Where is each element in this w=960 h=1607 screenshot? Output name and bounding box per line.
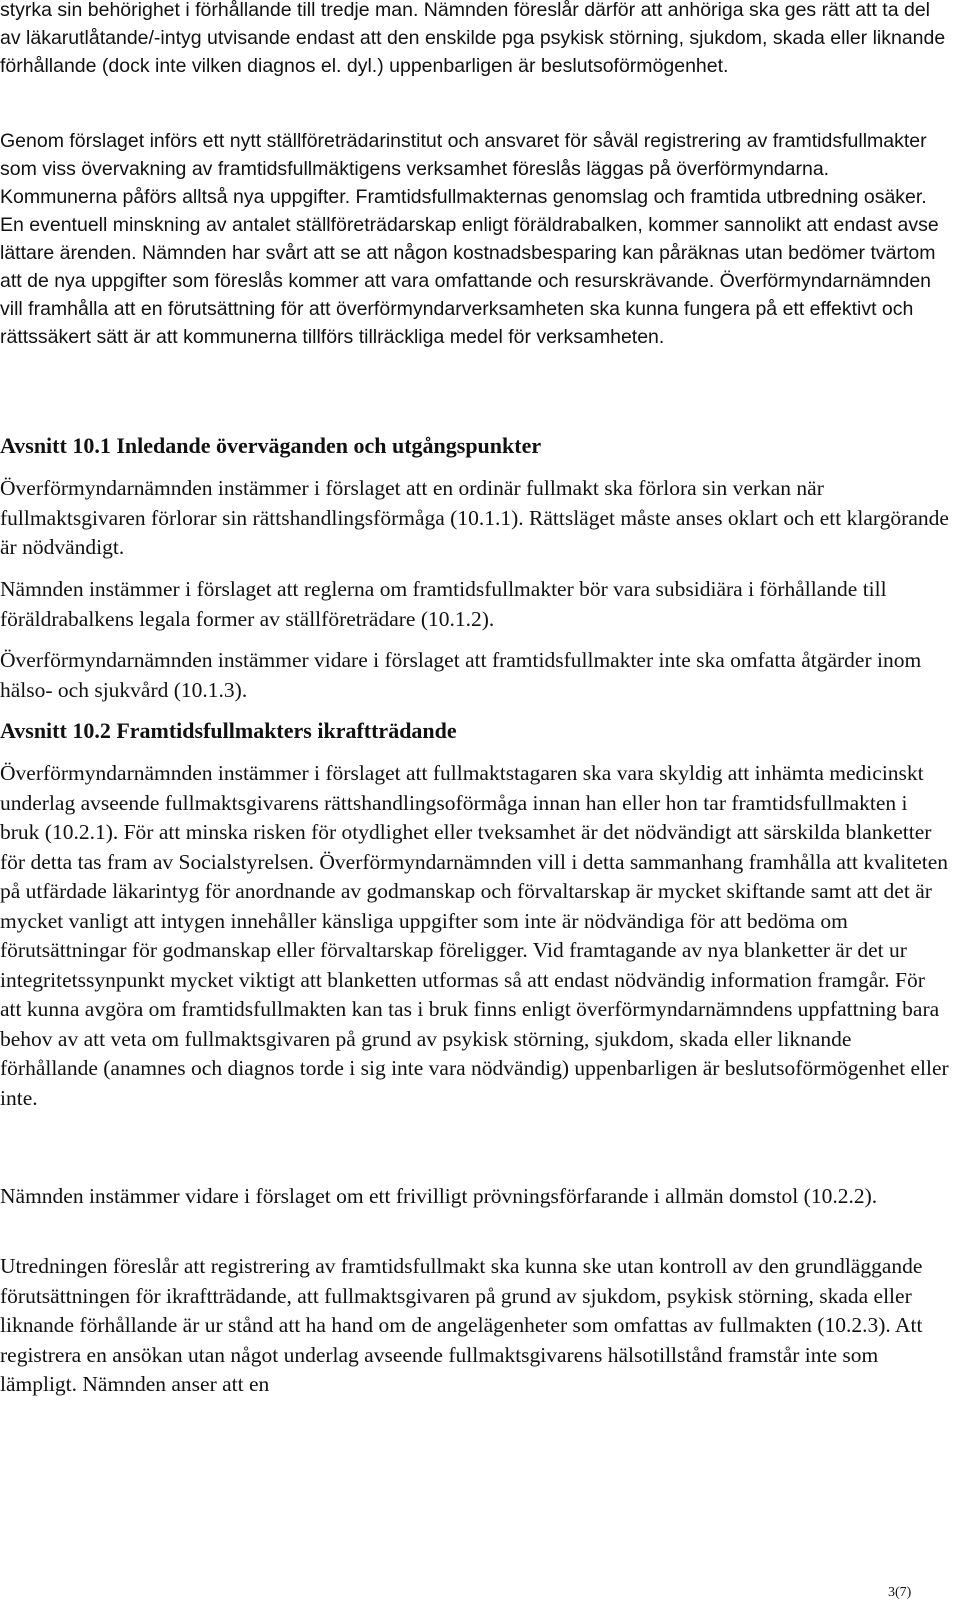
paragraph-halso-sjukvard: Överförmyndarnämnden instämmer vidare i förslaget att framtidsfullmakter inte ska omfatta åtgärder inom hälso- och sjukvård (10.1.3). [0, 648, 922, 702]
paragraph-stallforetradarinstitut: Genom förslaget införs ett nytt ställföreträdarinstitut och ansvaret för såväl registrering av framtidsfullmakter som viss övervakning av framtidsfullmäktigens verksamhet föreslås läggas på överförmyndarna. Kommunerna påförs alltså nya uppgifter. Framtidsfullmakternas genomslag och framtida utbredning osäker. En eventuell minskning av antalet ställföreträdarskap enligt föräldrabalken, kommer sannolikt att endast avse lättare ärenden. Nämnden har svårt att se att någon kostnadsbesparing kan påräknas utan bedömer tvärtom att de nya uppgifter som föreslås kommer att vara omfattande och resurskrävande. Överförmyndarnämnden vill framhålla att en förutsättning för att överförmyndarverksamheten ska kunna fungera på ett effektivt och rättssäkert sätt är att kommunerna tillförs tillräckliga medel för verksamheten. [0, 130, 939, 348]
paragraph-ordinar-fullmakt: Överförmyndarnämnden instämmer i förslaget att en ordinär fullmakt ska förlora sin verkan när fullmaktsgivaren förlorar sin rättshandlingsförmåga (10.1.1). Rättsläget måste anses oklart och ett klargörande är nödvändigt. [0, 476, 949, 559]
paragraph-provningsforfarande: Nämnden instämmer vidare i förslaget om ett frivilligt prövningsförfarande i allmän domstol (10.2.2). [0, 1184, 878, 1208]
paragraph-medicinskt-underlag: Överförmyndarnämnden instämmer i förslaget att fullmaktstagaren ska vara skyldig att inhämta medicinskt underlag avseende fullmaktsgivarens rättshandlingsoförmåga innan han eller hon tar framtidsfullmakten i bruk (10.2.1). För att minska risken för otydlighet eller tveksamhet är det nödvändigt att särskilda blanketter för detta tas fram av Socialstyrelsen. Överförmyndarnämnden vill i detta sammanhang framhålla att kvaliteten på utfärdade läkarintyg för anordnande av godmanskap och förvaltarskap är mycket skiftande samt att det är mycket vanligt att intygen innehåller känsliga uppgifter som inte är nödvändiga för att bedöma om förutsättningar för godmanskap eller förvaltarskap föreligger. Vid framtagande av nya blanketter är det ur integritetssynpunkt mycket viktigt att blanketten utformas så att endast nödvändig information framgår. För att kunna avgöra om framtidsfullmakten kan tas i bruk finns enligt överförmyndarnämndens uppfattning bara behov av att veta om fullmaktsgivaren på grund av psykisk störning, sjukdom, skada eller liknande förhållande (anamnes och diagnos torde i sig inte vara nödvändig) uppenbarligen är beslutsoförmögenhet eller inte. [0, 761, 949, 1110]
section-heading-10-2: Avsnitt 10.2 Framtidsfullmakters ikraftträdande [0, 718, 457, 743]
section-heading-10-1: Avsnitt 10.1 Inledande överväganden och utgångspunkter [0, 433, 542, 458]
paragraph-subsidiara-regler: Nämnden instämmer i förslaget att reglerna om framtidsfullmakter bör vara subsidiära i förhållande till föräldrabalkens legala former av ställföreträdare (10.1.2). [0, 577, 887, 631]
paragraph-registrering: Utredningen föreslår att registrering av framtidsfullmakt ska kunna ske utan kontroll av den grundläggande förutsättningen för ikraftträdande, att fullmaktsgivaren på grund av sjukdom, psykisk störning, skada eller liknande förhållande är ur stånd att ha hand om de angelägenheter som omfattas av fullmakten (10.2.3). Att registrera en ansökan utan något underlag avseende fullmaktsgivarens hälsotillstånd framstår inte som lämpligt. Nämnden anser att en [0, 1254, 923, 1396]
page-number: 3(7) [888, 1585, 912, 1600]
paragraph-anhoriga-intyg: styrka sin behörighet i förhållande till tredje man. Nämnden föreslår därför att anhöriga ska ges rätt att ta del av läkarutlåtande/-intyg utvisande endast att den enskilde pga psykisk störning, sjukdom, skada eller liknande förhållande (dock inte vilken diagnos el. dyl.) uppenbarligen är beslutsoförmögenhet. [0, 0, 946, 77]
